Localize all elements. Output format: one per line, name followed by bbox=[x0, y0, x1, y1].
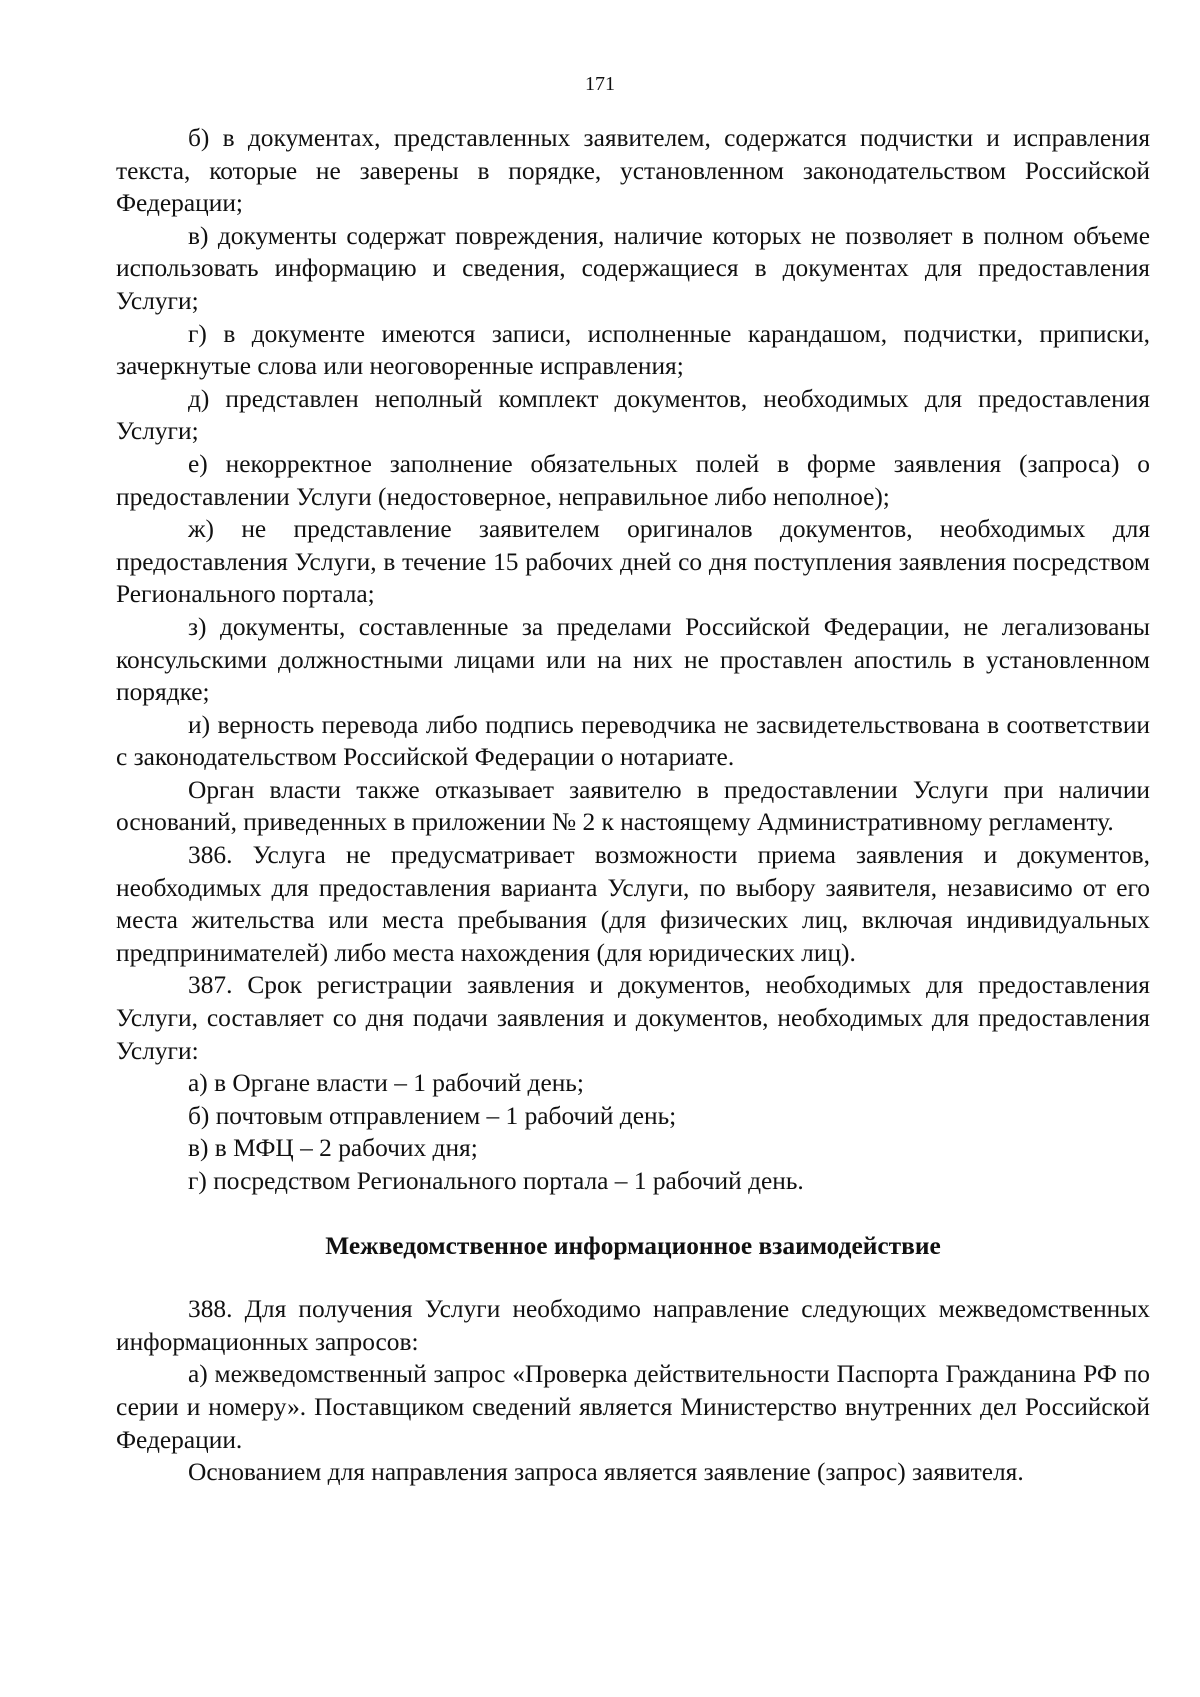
document-body bbox=[116, 122, 1150, 1489]
paragraph-387-a: а) в Органе власти – 1 рабочий день; bbox=[188, 1069, 584, 1098]
paragraph-item-e: е) некорректное заполнение обязательных полей в форме заявления (запроса) о предоставлении Услуги (недостоверное, неправильное либо неполное); bbox=[116, 449, 1150, 511]
paragraph-request-basis: Основанием для направления запроса является заявление (запрос) заявителя. bbox=[188, 1458, 1024, 1487]
paragraph-387: 387. Срок регистрации заявления и документов, необходимых для предоставления Услуги, составляет со дня подачи заявления и документов, необходимых для предоставления Услуги: bbox=[116, 971, 1150, 1065]
paragraph-item-g: г) в документе имеются записи, исполненные карандашом, подчистки, приписки, зачеркнутые слова или неоговоренные исправления; bbox=[116, 319, 1150, 381]
paragraph-387-g: г) посредством Регионального портала – 1 рабочий день. bbox=[188, 1167, 804, 1195]
paragraph-386: 386. Услуга не предусматривает возможности приема заявления и документов, необходимых для предоставления варианта Услуги, по выбору заявителя, независимо от его места жительства или места пребывания (для физических лиц, включая индивидуальных предпринимателей) либо места нахождения (для юридических лиц). bbox=[116, 841, 1150, 967]
paragraph-item-z: з) документы, составленные за пределами Российской Федерации, не легализованы консульскими должностными лицами или на них не проставлен апостиль в установленном порядке; bbox=[116, 612, 1150, 707]
paragraph-item-b: б) в документах, представленных заявителем, содержатся подчистки и исправления текста, которые не заверены в порядке, установленном законодательством Российской Федерации; bbox=[116, 124, 1150, 218]
paragraph-item-i: и) верность перевода либо подпись переводчика не засвидетельствована в соответствии с законодательством Российской Федерации о нотариате. bbox=[116, 710, 1150, 772]
paragraph-item-v: в) документы содержат повреждения, наличие которых не позволяет в полном объеме использовать информацию и сведения, содержащиеся в документах для предоставления Услуги; bbox=[116, 221, 1150, 315]
paragraph-388: 388. Для получения Услуги необходимо направление следующих межведомственных информационных запросов: bbox=[116, 1295, 1150, 1356]
section-heading: Межведомственное информационное взаимодействие bbox=[325, 1231, 941, 1260]
paragraph-item-d: д) представлен неполный комплект документов, необходимых для предоставления Услуги; bbox=[116, 384, 1150, 446]
page-number: 171 bbox=[585, 73, 615, 95]
paragraph-authority-refusal: Орган власти также отказывает заявителю в предоставлении Услуги при наличии оснований, приведенных в приложении № 2 к настоящему Административному регламенту. bbox=[116, 775, 1150, 837]
paragraph-item-zh: ж) не представление заявителем оригиналов документов, необходимых для предоставления Услуги, в течение 15 рабочих дней со дня поступления заявления посредством Регионального портала; bbox=[116, 515, 1150, 609]
paragraph-387-v: в) в МФЦ – 2 рабочих дня; bbox=[188, 1134, 478, 1163]
paragraph-387-b: б) почтовым отправлением – 1 рабочий день; bbox=[188, 1101, 677, 1130]
paragraph-388-a: а) межведомственный запрос «Проверка действительности Паспорта Гражданина РФ по серии и номеру». Поставщиком сведений является Министерство внутренних дел Российской Федерации. bbox=[116, 1360, 1150, 1454]
